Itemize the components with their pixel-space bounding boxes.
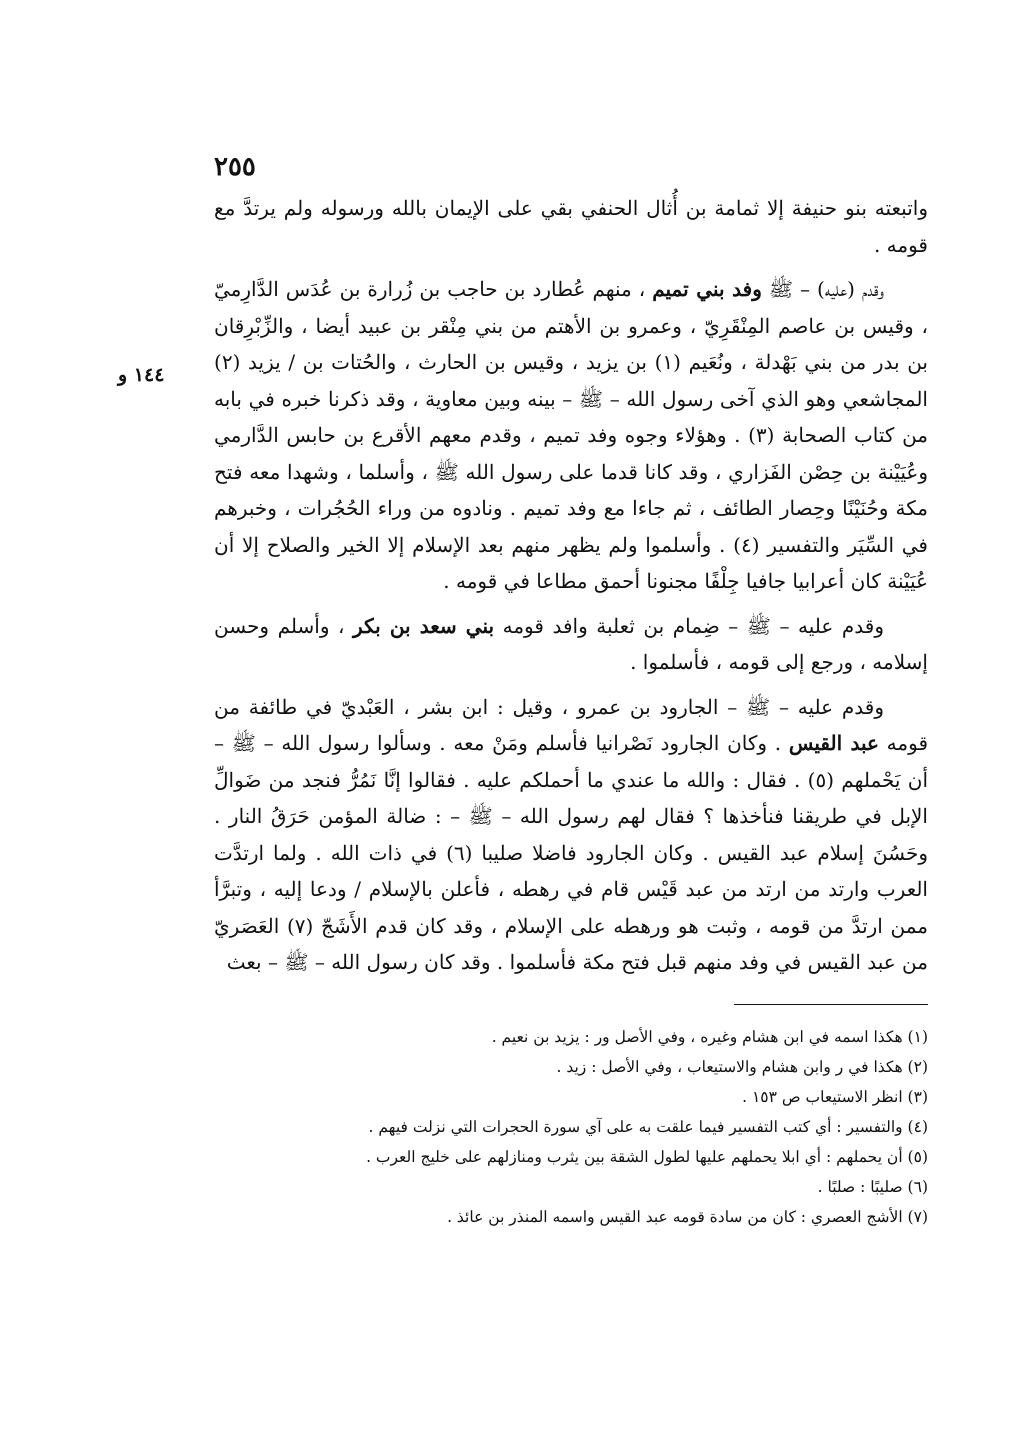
footnote-item: (٦) صليبًا : صلبًا .	[817, 1178, 928, 1196]
footnote-item: (٣) انظر الاستيعاب ص ١٥٣ .	[742, 1088, 928, 1106]
paragraph	[214, 608, 928, 681]
footnote-item: (٧) الأشج العصري : كان من سادة قومه عبد القيس واسمه المنذر بن عائذ .	[447, 1208, 928, 1226]
paragraph-text: ، وأسلم وحسن إسلامه ، ورجع إلى قومه ، فأسلموا .	[214, 613, 928, 674]
footnotes-section	[214, 1022, 928, 1232]
paragraph-text: . وكان الجارود نَصْرانيا فأسلم ومَنْ معه . وسألوا رسول الله – ﷺ – أن يَحْملهم (٥) . فقال : والله ما عندي ما أحملكم عليه . فقالوا إنَّا نَمُرُّ فنجد من ضَوالِّ الإبل في طريقنا فنأخذها ؟ فقال لهم رسول الله – ﷺ – : ضالة المؤمن حَرَقُ النار . وحَسُنَ إسلام عبد القيس . وكان الجارود فاضلا صليبا (٦) في ذات الله . ولما ارتدَّت العرب وارتد من ارتد من عبد قَيْس قام في رهطه ، فأعلن بالإسلام / ودعا إليه ، وتبرَّأ ممن ارتدَّ من قومه ، وثبت هو ورهطه على الإسلام ، وقد كان قدم الأَشَجّ (٧) العَصَريّ من عبد القيس في وفد منهم قبل فتح مكة فأسلموا . وقد كان رسول الله – ﷺ – بعث	[214, 731, 929, 974]
paragraph-text: وقدم (عليه) – ﷺ	[761, 277, 885, 301]
paragraph-text: وقدم عليه – ﷺ – ضِمام بن ثعلبة وافد قومه	[494, 613, 884, 638]
margin-folio-note: ١٤٤ و	[118, 364, 165, 386]
footnote-divider	[734, 1004, 928, 1005]
emphasized-heading-text: بني سعد بن بكر	[353, 613, 495, 638]
emphasized-heading-text: وفد بني تميم	[652, 277, 762, 301]
paragraph	[214, 190, 928, 263]
paragraph-text: وقدم عليه – ﷺ – الجارود بن عمرو ، وقيل : ابن بشر ، العَبْديّ في طائفة من قومه	[214, 694, 929, 755]
emphasized-heading-text: عبد القيس	[788, 731, 879, 755]
page-number: ٢٥٥	[214, 152, 256, 182]
paragraph	[214, 271, 928, 600]
footnote-item: (٢) هكذا في ر وابن هشام والاستيعاب ، وفي الأصل : زيد .	[556, 1058, 928, 1076]
main-text	[214, 190, 928, 989]
footnote-item: (٤) والتفسير : أي كتب التفسير فيما علقت به على آي سورة الحجرات التي نزلت فيهم .	[368, 1118, 928, 1136]
paragraph-text: ، منهم عُطارد بن حاجب بن زُرارة بن عُدَس الدَّارِميّ ، وقيس بن عاصم المِنْقَرِيّ ، وعمرو بن الأهتم من بني مِنْقر بن عبيد أيضا ، والزِّبْرِقان بن بدر من بني بَهْدلة ، ونُعَيم (١) بن يزيد ، وقيس بن الحارث ، والحُتات بن / يزيد (٢) المجاشعي وهو الذي آخى رسول الله – ﷺ – بينه وبين معاوية ، وقد ذكرنا خبره في بابه من كتاب الصحابة (٣) . وهؤلاء وجوه وفد تميم ، وقدم معهم الأقرع بن حابس الدَّارمي وعُيَيْنة بن حِصْن الفَزاري ، وقد كانا قدما على رسول الله ﷺ ، وأسلما ، وشهدا معه فتح مكة وحُنَيْنًا وحِصار الطائف ، ثم جاءا مع وفد تميم . ونادوه من وراء الحُجُرات ، وخبرهم في السِّيَر والتفسير (٤) . وأسلموا ولم يظهر منهم بعد الإسلام إلا الخير والصلاح إلا أن عُيَيْنة كان أعرابيا جافيا جِلْفًا مجنونا أحمق مطاعا في قومه .	[214, 277, 929, 593]
paragraph	[214, 689, 928, 981]
footnote-item: (٥) أن يحملهم : أي ابلا يحملهم عليها لطول الشقة بين يثرب ومنازلهم على خليج العرب .	[366, 1148, 928, 1166]
paragraph-text: واتبعته بنو حنيفة إلا ثمامة بن أُثال الحنفي بقي على الإيمان بالله ورسوله ولم يرتدَّ مع قومه .	[214, 196, 928, 257]
footnote-item: (١) هكذا اسمه في ابن هشام وغيره ، وفي الأصل ور : يزيد بن نعيم .	[491, 1028, 928, 1046]
